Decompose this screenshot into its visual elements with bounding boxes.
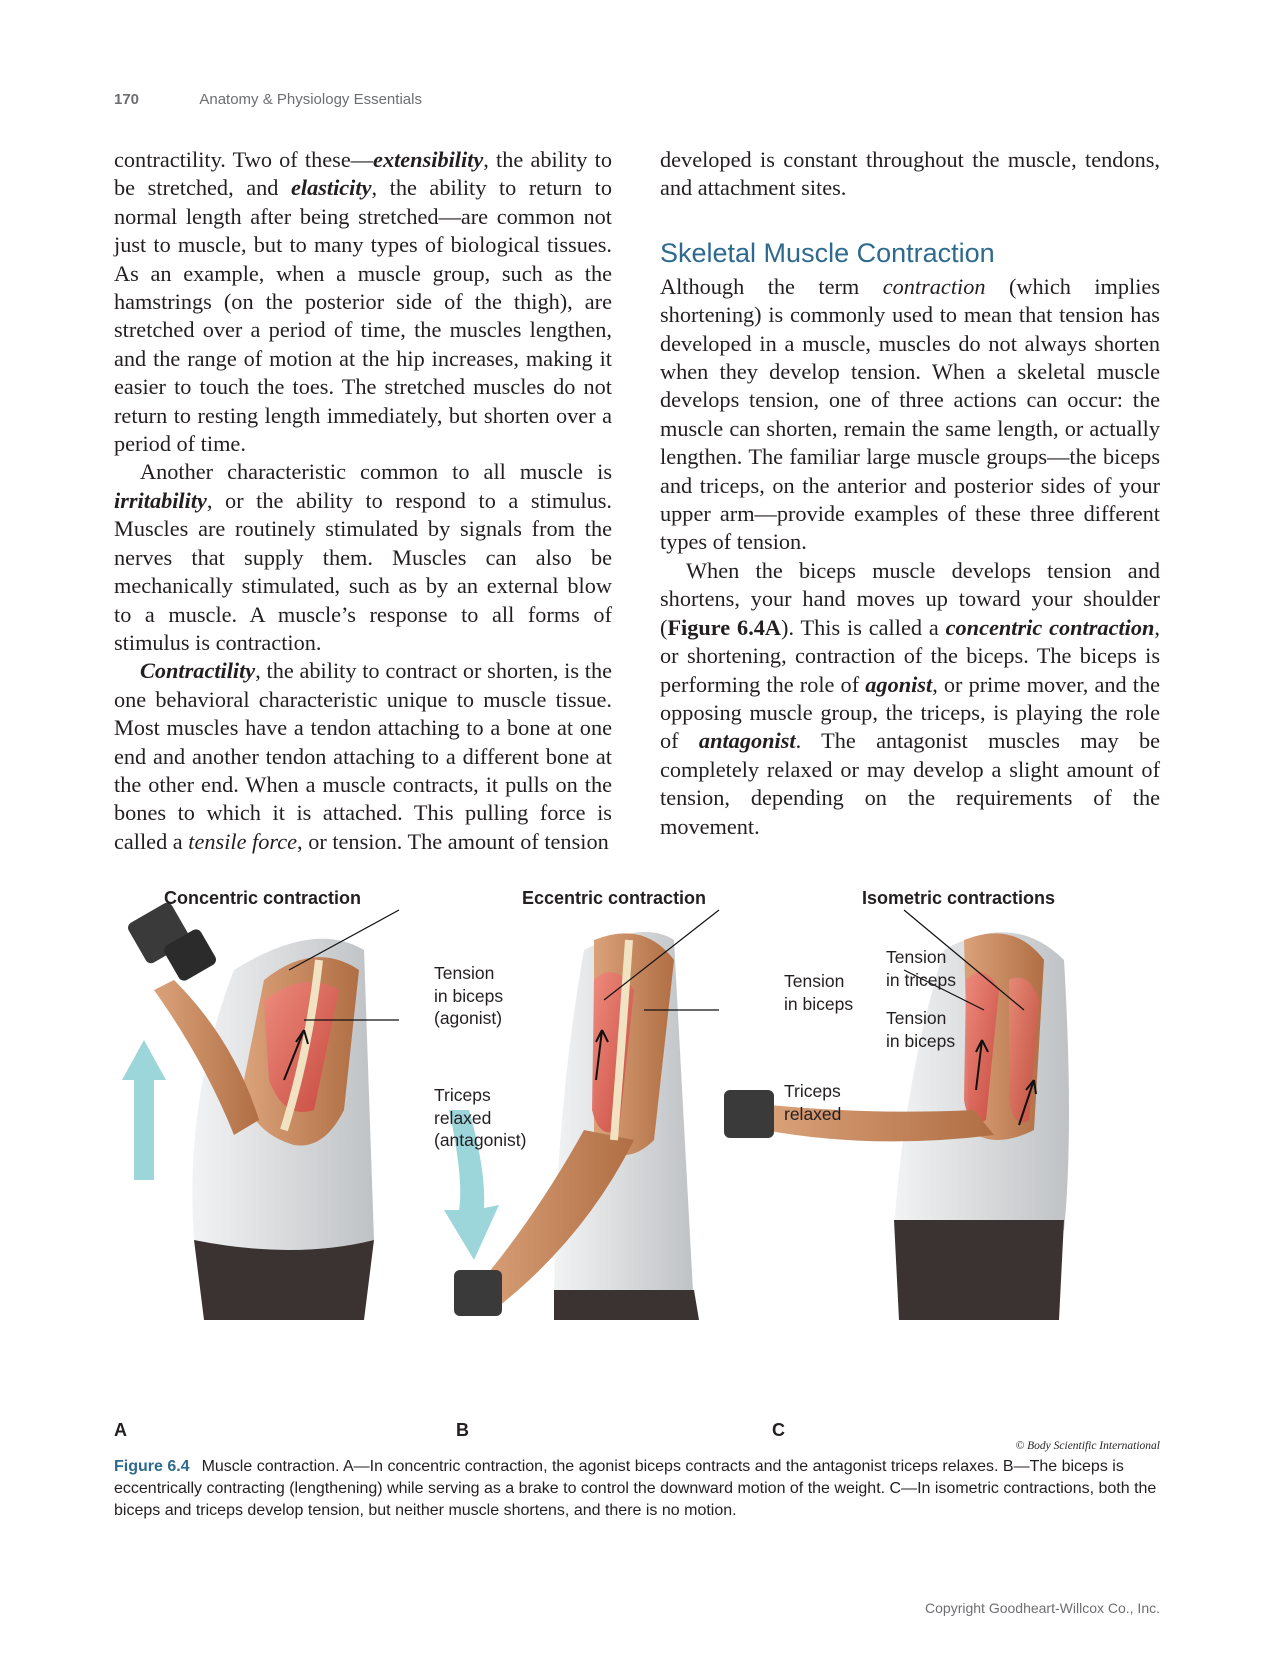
right-column [660, 146, 1160, 841]
muscle-contraction-illustration [114, 880, 1160, 1440]
pants [554, 1290, 699, 1320]
emphasis-term: extensibility [373, 147, 484, 172]
label-triceps-relaxed: Triceps relaxed [784, 1081, 842, 1124]
emphasis-term: Figure 6.4A [667, 614, 782, 640]
pants [194, 1240, 374, 1320]
panel-a-title: Concentric contraction [164, 888, 362, 908]
paragraph: developed is constant throughout the muscle, tendons, and attachment sites. [660, 147, 1160, 201]
emphasis-term: contraction [882, 273, 986, 299]
panel-letter-a: A [114, 1420, 127, 1440]
panel-c-title: Isometric contractions [862, 888, 1056, 908]
emphasis-term: agonist [865, 671, 933, 697]
label-tension-biceps: Tension in biceps [784, 971, 854, 1014]
panel-b-title: Eccentric contraction [522, 888, 707, 908]
page-number: 170 [114, 91, 140, 108]
figure-caption [114, 1456, 1160, 1522]
emphasis-term: elasticity [290, 175, 372, 201]
section-heading: Skeletal Muscle Contraction [660, 237, 995, 268]
panel-letter-c: C [772, 1420, 785, 1440]
panel-letter-b: B [456, 1420, 469, 1440]
dumbbell-plate [454, 1270, 502, 1316]
emphasis-term: irritability [114, 487, 207, 513]
emphasis-term: tensile force [188, 828, 298, 854]
caption-text: Muscle contraction. A—In concentric contraction, the agonist biceps contracts and the antagonist triceps relaxes. B—The biceps is eccentrically contracting (lengthening) while serving as a brake to control the downward motion of the weight. C—In isometric contractions, both the biceps and triceps develop tension, but neither muscle shortens, and there is no motion. [114, 1458, 1157, 1519]
dumbbell-plate [724, 1090, 774, 1138]
paragraph: contractility. Two of these—extensibility, the ability to be stretched, and elasticity, the ability to return to normal length after being stretched—are common not just to muscle, but to many types of biological tissues. As an example, when a muscle group, such as the hamstrings (on the posterior side of the thigh), are stretched over a period of time, the muscles lengthen, and the range of motion at the hip increases, making it easier to touch the toes. The stretched muscles do not return to resting length immediately, but shorten over a period of time. [114, 147, 613, 457]
pants [894, 1220, 1064, 1320]
panel-a-figure [122, 901, 399, 1320]
running-header [114, 91, 422, 108]
upward-motion-arrow [122, 1040, 166, 1180]
emphasis-term: antagonist [698, 728, 796, 754]
image-credit: © Body Scientific International [1015, 1440, 1160, 1452]
label-triceps-relaxed-antagonist: Triceps relaxed (antagonist) [434, 1085, 527, 1150]
label-tension-biceps-isometric: Tension in biceps [886, 1008, 956, 1051]
copyright-footer: Copyright Goodheart-Willcox Co., Inc. [925, 1600, 1160, 1616]
figure-6-4 [114, 880, 1160, 1452]
paragraph: Contractility, the ability to contract or shorten, is the one behavioral characteristic unique to muscle tissue. Most muscles have a tendon attaching to a bone at one end and another tendon attaching to a different bone at the other end. When a muscle contracts, it pulls on the bones to which it is attached. This pulling force is called a tensile force, or tension. The amount of tension [114, 658, 612, 854]
emphasis-term: concentric contraction [945, 614, 1155, 640]
paragraph: Another characteristic common to all muscle is irritability, or the ability to respond to a stimulus. Muscles are routinely stimulated by signals from the nerves that supply them. Muscles can also be mechanically stimulated, such as by an external blow to a muscle. A muscle’s response to all forms of stimulus is contraction. [114, 459, 612, 655]
paragraph: When the biceps muscle develops tension and shortens, your hand moves up toward your shoulder (Figure 6.4A). This is called a concentric contraction, or shortening, contraction of the biceps. The biceps is performing the role of agonist, or prime mover, and the opposing muscle group, the triceps, is playing the role of antagonist. The antagonist muscles may be completely relaxed or may develop a slight amount of tension, depending on the requirements of the movement. [660, 557, 1161, 839]
label-tension-biceps-agonist: Tension in biceps (agonist) [434, 963, 504, 1028]
label-tension-triceps: Tension in triceps [886, 947, 957, 990]
book-title: Anatomy & Physiology Essentials [199, 91, 422, 108]
emphasis-term: Contractility [140, 658, 256, 684]
paragraph: Although the term contraction (which implies shortening) is commonly used to mean that tension has developed in a muscle, muscles do not always shorten when they develop tension. When a skeletal muscle develops tension, one of three actions can occur: the muscle can shorten, remain the same length, or actually lengthen. The familiar large muscle groups—the biceps and triceps, on the anterior and posterior sides of your upper arm—provide examples of these three different types of tension. [660, 273, 1160, 555]
caption-figure-number: Figure 6.4 [114, 1458, 190, 1475]
left-column [114, 146, 612, 856]
